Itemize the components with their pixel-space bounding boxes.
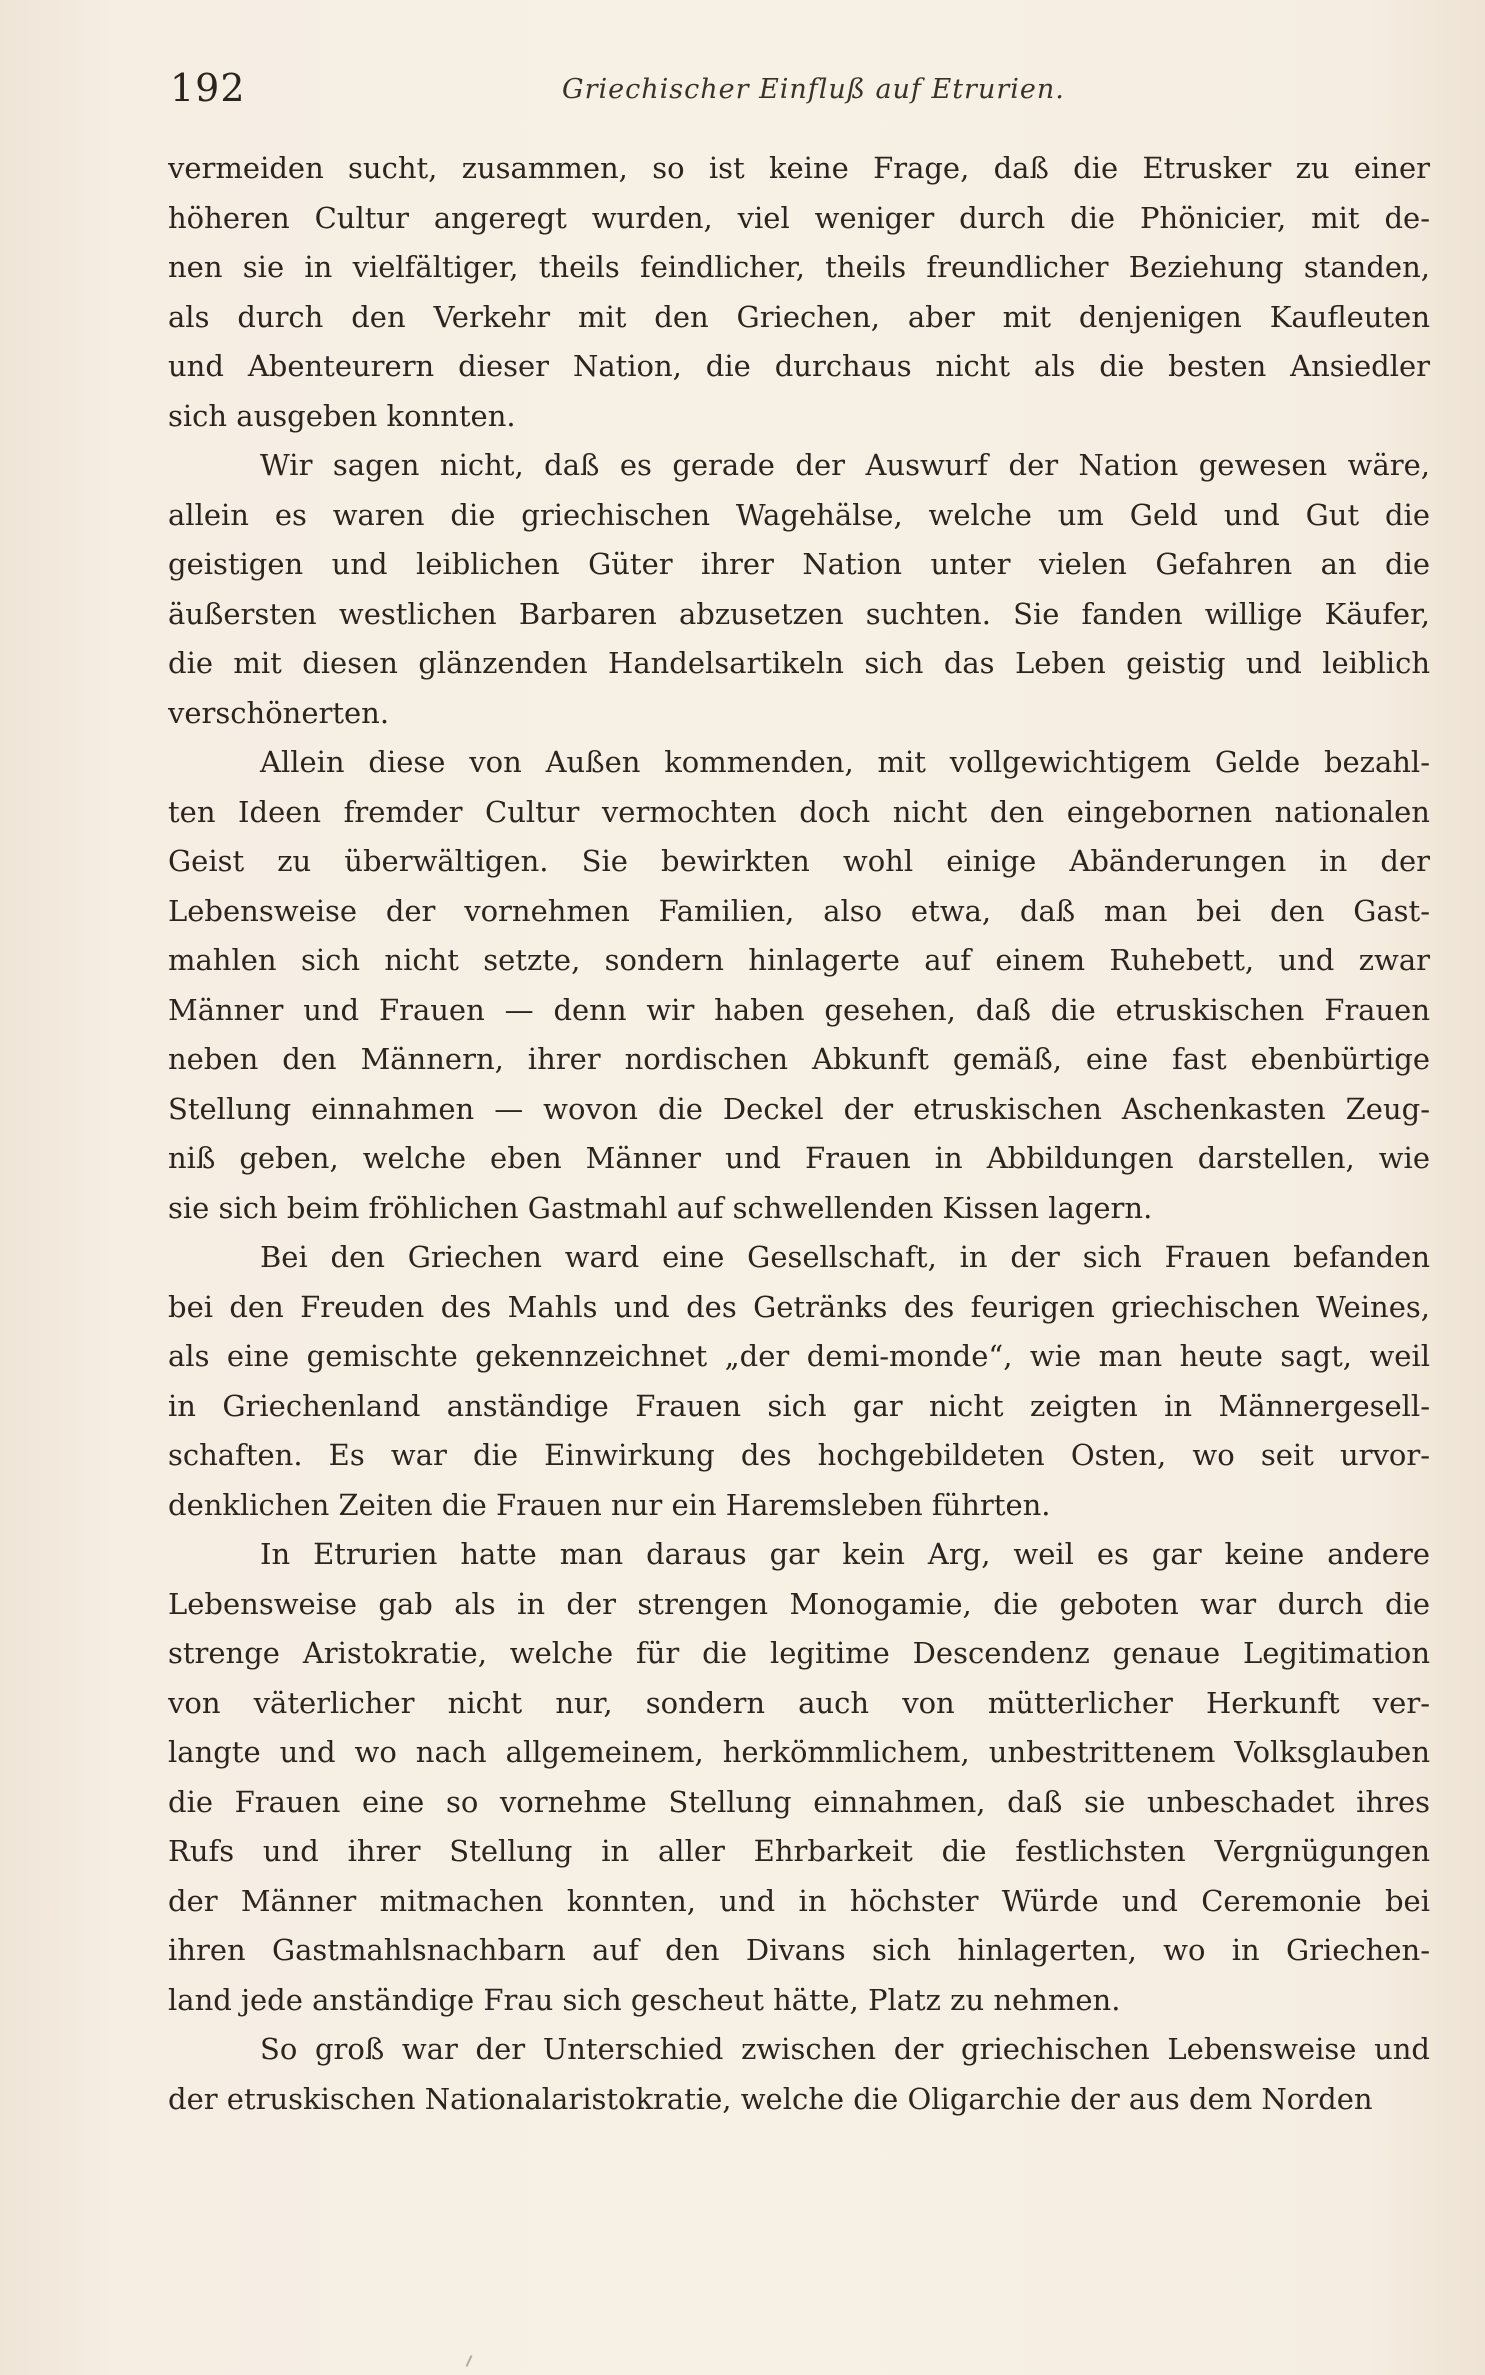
paragraph	[168, 441, 1430, 738]
page-number: 192	[170, 66, 246, 110]
text-line: niß geben, welche eben Männer und Frauen in Abbildungen darstellen, wie	[168, 1141, 1430, 1175]
paragraph	[168, 2025, 1430, 2124]
text-line: nen sie in vielfältiger, theils feindlicher, theils freundlicher Beziehung standen,	[168, 250, 1430, 284]
text-line: Lebensweise der vornehmen Familien, also etwa, daß man bei den Gast-	[168, 893, 1430, 928]
text-line: sich ausgeben konnten.	[168, 398, 516, 433]
text-line: Allein diese von Außen kommenden, mit vollgewichtigem Gelde bezahl-	[260, 745, 1430, 779]
text-line: der etruskischen Nationalaristokratie, welche die Oligarchie der aus dem Norden	[168, 2081, 1373, 2116]
text-line: sie sich beim fröhlichen Gastmahl auf schwellenden Kissen lagern.	[168, 1190, 1153, 1225]
text-line: Lebensweise gab als in der strengen Monogamie, die geboten war durch die	[168, 1586, 1430, 1621]
text-line: denklichen Zeiten die Frauen nur ein Haremsleben führten.	[168, 1487, 1051, 1522]
text-line: die Frauen eine so vornehme Stellung einnahmen, daß sie unbeschadet ihres	[168, 1784, 1430, 1819]
text-line: Rufs und ihrer Stellung in aller Ehrbarkeit die festlichsten Vergnügungen	[168, 1834, 1430, 1868]
paragraph	[168, 738, 1430, 1233]
text-line: neben den Männern, ihrer nordischen Abkunft gemäß, eine fast ebenbürtige	[168, 1042, 1430, 1076]
text-line: bei den Freuden des Mahls und des Getränks des feurigen griechischen Weines,	[168, 1289, 1430, 1324]
text-line: höheren Cultur angeregt wurden, viel weniger durch die Phönicier, mit de-	[168, 200, 1430, 235]
paragraph	[168, 144, 1430, 441]
paragraph	[168, 1530, 1430, 2025]
text-line: So groß war der Unterschied zwischen der griechischen Lebensweise und	[260, 2032, 1430, 2066]
text-line: der Männer mitmachen konnten, und in höchster Würde und Ceremonie bei	[168, 1883, 1430, 1918]
text-line: von väterlicher nicht nur, sondern auch von mütterlicher Herkunft ver-	[168, 1685, 1430, 1720]
paper-mark	[466, 2355, 473, 2367]
text-line: land jede anständige Frau sich gescheut hätte, Platz zu nehmen.	[168, 1982, 1121, 2017]
text-line: allein es waren die griechischen Wagehälse, welche um Geld und Gut die	[168, 497, 1430, 532]
text-line: und Abenteurern dieser Nation, die durchaus nicht als die besten Ansiedler	[168, 349, 1430, 383]
text-line: mahlen sich nicht setzte, sondern hinlagerte auf einem Ruhebett, und zwar	[168, 943, 1430, 977]
text-line: ten Ideen fremder Cultur vermochten doch nicht den eingebornen nationalen	[168, 794, 1430, 829]
paragraph	[168, 1233, 1430, 1530]
text-line: langte und wo nach allgemeinem, herkömmlichem, unbestrittenem Volksglauben	[168, 1735, 1430, 1769]
text-line: als durch den Verkehr mit den Griechen, aber mit denjenigen Kaufleuten	[168, 299, 1430, 334]
text-line: die mit diesen glänzenden Handelsartikeln sich das Leben geistig und leiblich	[168, 646, 1430, 680]
text-line: ihren Gastmahlsnachbarn auf den Divans sich hinlagerten, wo in Griechen-	[168, 1933, 1430, 1967]
text-line: Bei den Griechen ward eine Gesellschaft, in der sich Frauen befanden	[260, 1240, 1430, 1274]
text-line: äußersten westlichen Barbaren abzusetzen suchten. Sie fanden willige Käufer,	[168, 596, 1430, 631]
text-line: Wir sagen nicht, daß es gerade der Auswurf der Nation gewesen wäre,	[260, 448, 1430, 482]
text-line: als eine gemischte gekennzeichnet „der demi-monde“, wie man heute sagt, weil	[168, 1339, 1430, 1373]
body-text	[168, 144, 1430, 2124]
text-line: in Griechenland anständige Frauen sich gar nicht zeigten in Männergesell-	[168, 1388, 1430, 1423]
running-title: Griechischer Einfluß auf Etrurien.	[562, 74, 1065, 105]
text-line: schaften. Es war die Einwirkung des hochgebildeten Osten, wo seit urvor-	[168, 1438, 1430, 1472]
text-line: geistigen und leiblichen Güter ihrer Nation unter vielen Gefahren an die	[168, 547, 1430, 581]
text-line: strenge Aristokratie, welche für die legitime Descendenz genaue Legitimation	[168, 1636, 1430, 1670]
text-line: Stellung einnahmen — wovon die Deckel der etruskischen Aschenkasten Zeug-	[168, 1091, 1430, 1126]
text-line: vermeiden sucht, zusammen, so ist keine Frage, daß die Etrusker zu einer	[168, 151, 1430, 185]
text-line: Geist zu überwältigen. Sie bewirkten wohl einige Abänderungen in der	[168, 844, 1430, 878]
text-line: In Etrurien hatte man daraus gar kein Arg, weil es gar keine andere	[260, 1537, 1430, 1571]
page-header	[170, 66, 1430, 122]
text-line: verschönerten.	[168, 695, 390, 730]
text-line: Männer und Frauen — denn wir haben gesehen, daß die etruskischen Frauen	[168, 992, 1430, 1027]
